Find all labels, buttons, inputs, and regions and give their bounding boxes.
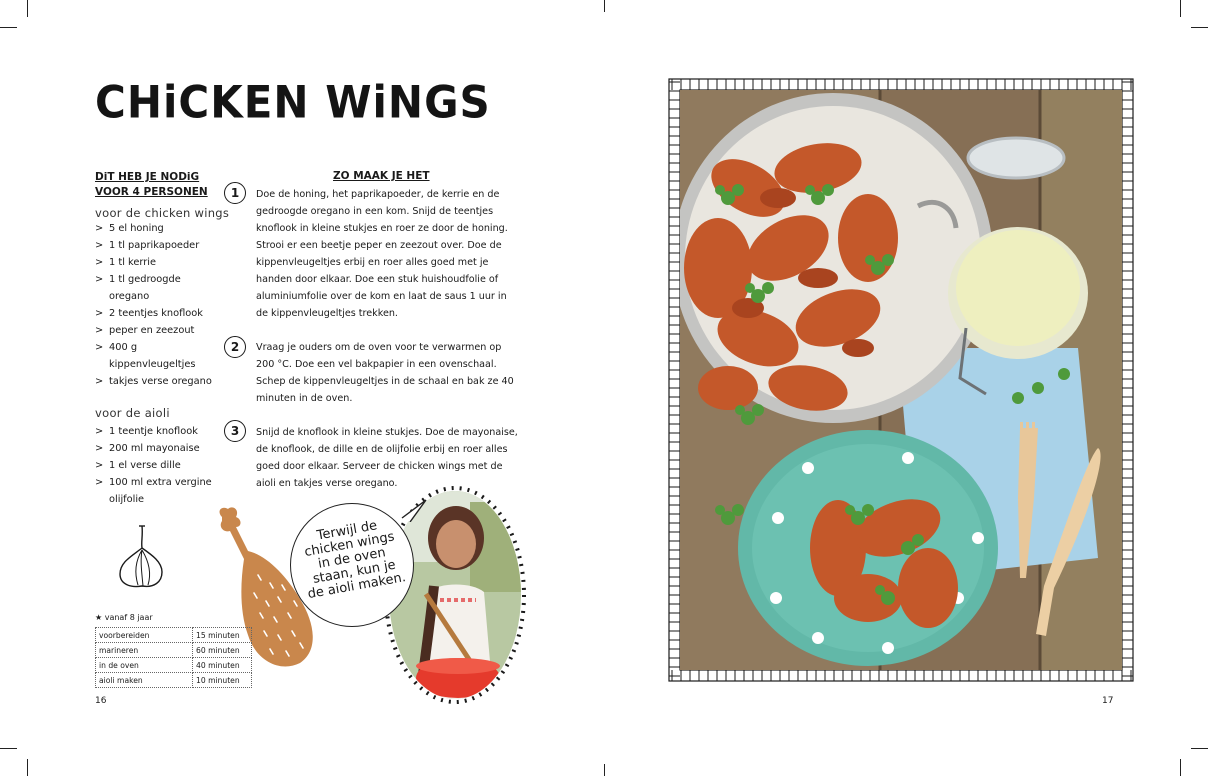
aioli-subheading: voor de aioli <box>95 406 170 420</box>
time-value: 40 minuten <box>193 658 252 673</box>
food-photo <box>668 78 1134 682</box>
time-label: aioli maken <box>96 673 193 688</box>
garlic-icon <box>112 522 167 592</box>
age-label-text: vanaf 8 jaar <box>104 613 153 622</box>
age-label <box>95 613 153 622</box>
list-item: > 5 el honing <box>95 220 225 237</box>
list-item: > peper en zeezout <box>95 322 225 339</box>
time-value: 10 minuten <box>193 673 252 688</box>
crop-mark <box>1191 748 1208 749</box>
page-number-left: 16 <box>95 696 107 706</box>
page-title: CHiCKEN WiNGS <box>95 76 491 129</box>
step-text: Doe de honing, het paprikapoeder, de kerrie en de gedroogde oregano in een kom. Snijd de teentjes knoflook in kleine stukjes en roer ze door de honing. Strooi er een beetje peper en zeezout over. Doe de kippenvleugeltjes erbij en roer alles goed met je handen door elkaar. Doe een stuk huishoudfolie of aluminiumfolie over de kom en laat de saus 1 uur in de kippenvleugeltjes trekken. <box>256 189 508 319</box>
time-label: marineren <box>96 643 193 658</box>
list-item: > 2 teentjes knoflook <box>95 305 225 322</box>
list-item: > 400 g kippenvleugeltjes <box>95 339 184 373</box>
chicken-subheading: voor de chicken wings <box>95 206 230 220</box>
crop-mark <box>0 27 17 28</box>
crop-mark <box>27 0 28 17</box>
time-label: voorbereiden <box>96 628 193 643</box>
list-item: > 200 ml mayonaise <box>95 440 225 457</box>
table-row <box>96 643 252 658</box>
list-item: > 1 tl gedroogde oregano <box>95 271 181 305</box>
crop-mark <box>604 0 605 12</box>
time-value: 15 minuten <box>193 628 252 643</box>
list-item: > 100 ml extra vergine olijfolie <box>95 474 225 508</box>
page-number-right: 17 <box>1102 696 1114 706</box>
ingredients-heading-line1: DiT HEB JE NODiG <box>95 171 200 183</box>
crop-mark <box>1180 0 1181 17</box>
crop-mark <box>27 759 28 776</box>
step-text: Snijd de knoflook in kleine stukjes. Doe de mayonaise, de knoflook, de dille en de olijfolie erbij en roer alles goed door elkaar. Serveer de chicken wings met de aioli en takjes verse oregano. <box>256 427 518 489</box>
list-item: > 1 el verse dille <box>95 457 225 474</box>
table-row <box>96 658 252 673</box>
crop-mark <box>0 748 17 749</box>
speech-bubble-tail <box>400 496 430 522</box>
table-row <box>96 628 252 643</box>
time-label: in de oven <box>96 658 193 673</box>
ingredients-heading-line2: VOOR 4 PERSONEN <box>95 186 208 198</box>
list-item: > 1 tl kerrie <box>95 254 225 271</box>
step-number: 3 <box>224 420 246 442</box>
list-item: > takjes verse oregano <box>95 373 225 390</box>
speech-bubble-text: Terwijl de chicken wings in de oven staan, kun je de aioli maken. <box>303 518 407 603</box>
chicken-ingredient-list <box>95 220 225 390</box>
step-number: 2 <box>224 336 246 358</box>
list-item: > 1 tl paprikapoeder <box>95 237 225 254</box>
step-text: Vraag je ouders om de oven voor te verwarmen op 200 °C. Doe een vel bakpapier in een ovenschaal. Schep de kippenvleugeltjes in de schaal en bak ze 40 minuten in de oven. <box>256 342 514 404</box>
step-number: 1 <box>224 182 246 204</box>
crop-mark <box>1191 27 1208 28</box>
crop-mark <box>604 764 605 776</box>
ingredients-heading <box>95 170 208 200</box>
crop-mark <box>1180 759 1181 776</box>
star-icon: ★ <box>95 613 105 622</box>
method-heading: ZO MAAK JE HET <box>333 170 430 182</box>
aioli-ingredient-list <box>95 423 225 508</box>
table-row <box>96 673 252 688</box>
time-value: 60 minuten <box>193 643 252 658</box>
list-item: > 1 teentje knoflook <box>95 423 225 440</box>
time-table <box>95 627 252 688</box>
